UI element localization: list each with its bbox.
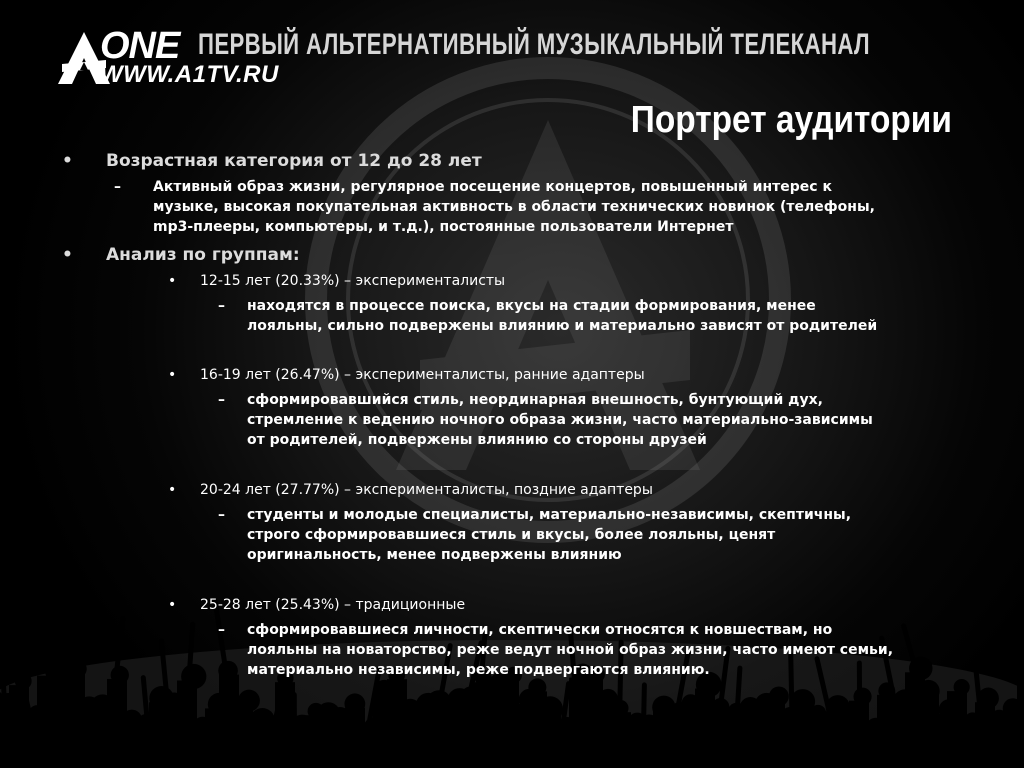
slide-title: Портрет аудитории <box>630 99 952 141</box>
group-heading: 25-28 лет (25.43%) – традиционные <box>200 597 466 613</box>
group-heading: 12-15 лет (20.33%) – эксперименталисты <box>200 273 506 289</box>
logo-tagline: ПЕРВЫЙ АЛЬТЕРНАТИВНЫЙ МУЗЫКАЛЬНЫЙ ТЕЛЕКАНАЛ <box>198 28 871 61</box>
group-description-line: от родителей, подвержены влиянию со стороны друзей <box>247 432 707 448</box>
group-description-line: находятся в процессе поиска, вкусы на стадии формирования, менее <box>247 298 816 314</box>
channel-logo <box>56 22 976 92</box>
bullet-icon: • <box>168 273 177 289</box>
bullet-icon: • <box>168 597 177 613</box>
group-description-line: сформировавшийся стиль, неординарная внешность, бунтующий дух, <box>247 392 823 408</box>
logo-website: WWW.A1TV.RU <box>100 61 279 88</box>
bullet-icon: • <box>168 482 177 498</box>
age-description-line: mp3-плееры, компьютеры, и т.д.), постоянные пользователи Интернет <box>153 219 734 235</box>
analysis-heading: Анализ по группам: <box>106 245 300 265</box>
group-description-line: лояльны, сильно подвержены влиянию и материально зависят от родителей <box>247 318 878 334</box>
bullet-icon: • <box>62 245 73 265</box>
group-description-line: лояльны на новаторство, реже ведут ночной образ жизни, часто имеют семьи, <box>247 642 894 658</box>
dash-icon: – <box>114 179 121 195</box>
age-description-line: Активный образ жизни, регулярное посещение концертов, повышенный интерес к <box>153 179 832 195</box>
dash-icon: – <box>218 622 225 638</box>
crowd-raised-arm <box>791 655 793 730</box>
crowd-raised-arm <box>2 660 5 711</box>
crowd-raised-arm <box>643 685 644 736</box>
bullet-icon: • <box>168 367 177 383</box>
dash-icon: – <box>218 392 225 408</box>
group-description-line: стремление к ведению ночного образа жизни, часто материально-зависимы <box>247 412 873 428</box>
group-description-line: студенты и молодые специалисты, материально-независимы, скептичны, <box>247 507 852 523</box>
crowd-body <box>1017 683 1024 768</box>
bullet-icon: • <box>62 151 73 171</box>
group-description-line: оригинальность, менее подвержены влиянию <box>247 547 622 563</box>
group-heading: 16-19 лет (26.47%) – эксперименталисты, ранние адаптеры <box>200 367 645 383</box>
age-category-heading: Возрастная категория от 12 до 28 лет <box>106 151 482 171</box>
dash-icon: – <box>218 507 225 523</box>
group-description-line: материально независимы, реже подвергаются влиянию. <box>247 662 710 678</box>
group-description-line: строго сформировавшиеся стиль и вкусы, более лояльны, ценят <box>247 527 776 543</box>
logo-one-text: ONE <box>100 25 180 67</box>
age-description-line: музыке, высокая покупательная активность в области технических новинок (телефоны, <box>153 199 875 215</box>
group-description-line: сформировавшиеся личности, скептически относятся к новшествам, но <box>247 622 833 638</box>
group-heading: 20-24 лет (27.77%) – эксперименталисты, поздние адаптеры <box>200 482 653 498</box>
dash-icon: – <box>218 298 225 314</box>
